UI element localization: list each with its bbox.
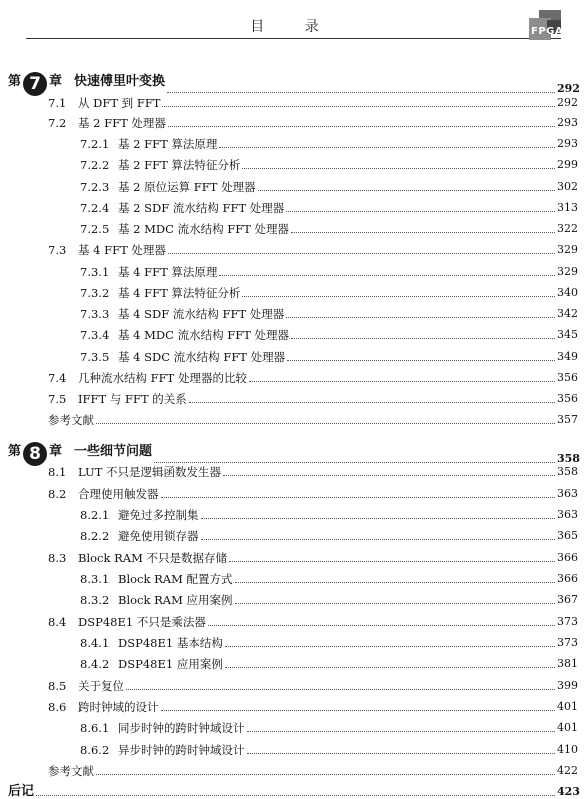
page-number: 401 xyxy=(557,721,578,734)
toc-entry-row[interactable] xyxy=(0,465,587,479)
dot-leader xyxy=(126,689,555,690)
toc-entry-row[interactable] xyxy=(0,657,587,671)
toc-entry-row[interactable] xyxy=(0,593,587,607)
dot-leader xyxy=(167,92,555,93)
chapter-prefix: 第 xyxy=(8,74,22,89)
page-number: 342 xyxy=(557,307,578,320)
toc-entry-row[interactable] xyxy=(0,551,587,565)
section-number: 7.3.2 xyxy=(80,286,110,300)
dot-leader xyxy=(161,710,556,711)
page-number: 292 xyxy=(557,96,578,109)
section-title: 基 4 FFT 算法特征分析 xyxy=(118,286,241,300)
toc-entry-row[interactable] xyxy=(0,328,587,342)
page-number: 365 xyxy=(557,529,578,542)
page-number: 358 xyxy=(557,465,578,478)
page-number: 373 xyxy=(557,615,578,628)
toc-entry-row[interactable] xyxy=(0,307,587,321)
toc-entry-row[interactable] xyxy=(0,116,587,130)
toc-entry-text xyxy=(80,180,256,194)
page-number: 345 xyxy=(557,328,578,341)
section-title: 避免过多控制集 xyxy=(118,508,199,522)
toc-entry-text xyxy=(8,785,34,799)
section-number: 8.3.2 xyxy=(80,593,110,607)
toc-entry-text xyxy=(48,764,94,778)
section-number: 8.1 xyxy=(48,465,67,479)
toc-entry-text xyxy=(80,158,240,172)
toc-entry-row[interactable] xyxy=(0,286,587,300)
section-title: LUT 不只是逻辑函数发生器 xyxy=(78,465,222,479)
toc-entry-text xyxy=(48,487,159,501)
dot-leader xyxy=(258,190,555,191)
section-title: 基 2 FFT 算法特征分析 xyxy=(118,158,241,172)
toc-entry-text xyxy=(80,328,289,342)
page-number: 313 xyxy=(557,201,578,214)
toc-entry-row[interactable] xyxy=(0,96,587,110)
section-title: 基 2 原位运算 FFT 处理器 xyxy=(118,180,256,194)
page-number: 401 xyxy=(557,700,578,713)
page-number: 366 xyxy=(557,551,578,564)
section-title: 基 2 FFT 算法原理 xyxy=(118,137,218,151)
toc-entry-row[interactable] xyxy=(0,636,587,650)
section-title: Block RAM 配置方式 xyxy=(118,572,233,586)
section-title: DSP48E1 不只是乘法器 xyxy=(78,615,206,629)
section-title: IFFT 与 FFT 的关系 xyxy=(78,392,187,406)
toc-entry-text xyxy=(80,636,223,650)
page-title: 目 录 xyxy=(250,19,337,35)
chapter-number-badge: 8 xyxy=(23,442,47,466)
section-number: 7.2.5 xyxy=(80,222,110,236)
section-number: 8.6.2 xyxy=(80,743,110,757)
section-number: 7.2.3 xyxy=(80,180,110,194)
dot-leader xyxy=(201,518,556,519)
section-number: 8.6.1 xyxy=(80,721,110,735)
toc-entry-row[interactable] xyxy=(0,392,587,406)
page-number: 373 xyxy=(557,636,578,649)
toc-entry-text xyxy=(48,392,187,406)
dot-leader xyxy=(286,317,555,318)
toc-entry-text xyxy=(48,243,166,257)
page-header xyxy=(0,0,587,46)
toc-entry-text xyxy=(48,371,247,385)
dot-leader xyxy=(162,106,555,107)
section-title: 基 2 FFT 处理器 xyxy=(78,116,166,130)
dot-leader xyxy=(161,497,556,498)
section-number: 8.2 xyxy=(48,487,67,501)
section-number: 8.3 xyxy=(48,551,67,565)
page-number: 367 xyxy=(557,593,578,606)
header-rule xyxy=(26,38,561,39)
dot-leader xyxy=(242,168,555,169)
section-title: 同步时钟的跨时钟域设计 xyxy=(118,721,245,735)
section-number: 7.2 xyxy=(48,116,67,130)
page-number: 292 xyxy=(557,82,580,95)
page-number: 349 xyxy=(557,350,578,363)
toc-entry-text xyxy=(8,442,152,466)
toc-entry-text xyxy=(80,721,245,735)
toc-entry-text xyxy=(80,529,199,543)
dot-leader xyxy=(208,625,555,626)
toc-entry-row[interactable] xyxy=(0,508,587,522)
section-title: DSP48E1 基本结构 xyxy=(118,636,223,650)
dot-leader xyxy=(96,423,555,424)
section-title: Block RAM 不只是数据存储 xyxy=(78,551,228,565)
toc-entry-text xyxy=(80,350,285,364)
logo-text: FPGA xyxy=(531,26,564,37)
page-number: 422 xyxy=(557,764,578,777)
chapter-suffix: 章 xyxy=(49,444,63,459)
chapter-title: 一些细节问题 xyxy=(74,444,153,459)
fpga-logo xyxy=(521,10,565,44)
dot-leader xyxy=(96,774,555,775)
section-number: 7.2.1 xyxy=(80,137,110,151)
toc-entry-row[interactable] xyxy=(0,180,587,194)
toc-entry-row[interactable] xyxy=(0,413,587,427)
toc-entry-row[interactable] xyxy=(0,201,587,215)
toc-entry-text xyxy=(48,615,206,629)
section-title: 参考文献 xyxy=(48,764,94,778)
dot-leader xyxy=(286,211,555,212)
dot-leader xyxy=(219,147,555,148)
toc-entry-row[interactable] xyxy=(0,265,587,279)
toc-entry-text xyxy=(48,96,160,110)
toc-entry-row[interactable] xyxy=(0,158,587,172)
section-title: 跨时钟域的设计 xyxy=(78,700,159,714)
section-title: 从 DFT 到 FFT xyxy=(78,96,161,110)
dot-leader xyxy=(168,126,555,127)
section-number: 8.6 xyxy=(48,700,67,714)
toc-entry-text xyxy=(48,700,159,714)
page-number: 410 xyxy=(557,743,578,756)
chapter-title: 快速傅里叶变换 xyxy=(74,74,166,89)
section-title: 基 4 MDC 流水结构 FFT 处理器 xyxy=(118,328,290,342)
dot-leader xyxy=(235,582,555,583)
toc-entry-text xyxy=(48,465,221,479)
section-number: 7.3.3 xyxy=(80,307,110,321)
dot-leader xyxy=(154,462,555,463)
page-number: 329 xyxy=(557,265,578,278)
page-number: 356 xyxy=(557,371,578,384)
section-title: 参考文献 xyxy=(48,413,94,427)
dot-leader xyxy=(249,381,555,382)
chapter-number-badge: 7 xyxy=(23,72,47,96)
page-number: 358 xyxy=(557,452,580,465)
section-number: 8.4 xyxy=(48,615,67,629)
section-number: 7.3.5 xyxy=(80,350,110,364)
chapter-suffix: 章 xyxy=(49,74,63,89)
toc-entry-row[interactable] xyxy=(0,487,587,501)
toc-entry-row[interactable] xyxy=(0,222,587,236)
toc-entry-text xyxy=(80,572,233,586)
toc-entry-text xyxy=(80,593,233,607)
page-number: 293 xyxy=(557,116,578,129)
section-number: 7.2.4 xyxy=(80,201,110,215)
toc-entry-text xyxy=(48,116,166,130)
section-number: 8.2.1 xyxy=(80,508,110,522)
dot-leader xyxy=(229,561,555,562)
section-number: 7.4 xyxy=(48,371,67,385)
section-number: 8.5 xyxy=(48,679,67,693)
section-number: 7.5 xyxy=(48,392,67,406)
toc-entry-row[interactable] xyxy=(0,615,587,629)
page-number: 423 xyxy=(557,785,580,798)
toc-entry-row[interactable] xyxy=(0,371,587,385)
toc-chapter-row[interactable] xyxy=(0,72,587,96)
dot-leader xyxy=(189,402,555,403)
dot-leader xyxy=(291,338,555,339)
toc-entry-row[interactable] xyxy=(0,743,587,757)
section-title: Block RAM 应用案例 xyxy=(118,593,233,607)
page-number: 356 xyxy=(557,392,578,405)
toc-entry-row[interactable] xyxy=(0,679,587,693)
toc-entry-row[interactable] xyxy=(0,350,587,364)
dot-leader xyxy=(219,275,555,276)
dot-leader xyxy=(168,253,555,254)
section-number: 7.2.2 xyxy=(80,158,110,172)
page-number: 293 xyxy=(557,137,578,150)
dot-leader xyxy=(291,232,555,233)
toc-entry-text xyxy=(80,307,284,321)
section-number: 7.1 xyxy=(48,96,67,110)
page-number: 299 xyxy=(557,158,578,171)
toc-chapter-row[interactable] xyxy=(0,785,587,799)
chapter-prefix: 第 xyxy=(8,444,22,459)
section-title: 基 4 SDC 流水结构 FFT 处理器 xyxy=(118,350,286,364)
section-number: 7.3 xyxy=(48,243,67,257)
toc-entry-text xyxy=(8,72,165,96)
toc-entry-row[interactable] xyxy=(0,764,587,778)
toc-entry-row[interactable] xyxy=(0,529,587,543)
section-title: 基 4 SDF 流水结构 FFT 处理器 xyxy=(118,307,285,321)
toc-entry-text xyxy=(80,137,217,151)
toc-entry-row[interactable] xyxy=(0,572,587,586)
page-number: 363 xyxy=(557,508,578,521)
dot-leader xyxy=(223,475,555,476)
section-title: 几种流水结构 FFT 处理器的比较 xyxy=(78,371,247,385)
toc-entry-text xyxy=(80,265,217,279)
toc-entry-row[interactable] xyxy=(0,721,587,735)
section-number: 8.2.2 xyxy=(80,529,110,543)
toc-entry-row[interactable] xyxy=(0,700,587,714)
toc-entry-text xyxy=(48,679,124,693)
toc-entry-text xyxy=(48,551,227,565)
dot-leader xyxy=(36,795,555,796)
toc-entry-text xyxy=(80,508,199,522)
section-title: 基 2 SDF 流水结构 FFT 处理器 xyxy=(118,201,285,215)
section-title: 异步时钟的跨时钟域设计 xyxy=(118,743,245,757)
dot-leader xyxy=(225,646,555,647)
toc-entry-text xyxy=(80,657,223,671)
dot-leader xyxy=(225,667,555,668)
page-number: 340 xyxy=(557,286,578,299)
page-number: 322 xyxy=(557,222,578,235)
section-title: 基 4 FFT 处理器 xyxy=(78,243,166,257)
toc-chapter-row[interactable] xyxy=(0,442,587,466)
page-number: 357 xyxy=(557,413,578,426)
toc-entry-text xyxy=(80,743,245,757)
page-number: 302 xyxy=(557,180,578,193)
section-number: 8.4.1 xyxy=(80,636,110,650)
section-title: 关于复位 xyxy=(78,679,124,693)
section-number: 7.3.1 xyxy=(80,265,110,279)
page-number: 363 xyxy=(557,487,578,500)
toc-entry-text xyxy=(80,201,284,215)
toc-entry-row[interactable] xyxy=(0,137,587,151)
page-number: 381 xyxy=(557,657,578,670)
chapter-title: 后记 xyxy=(8,784,35,799)
toc-entry-text xyxy=(80,222,289,236)
dot-leader xyxy=(242,296,555,297)
section-number: 8.4.2 xyxy=(80,657,110,671)
dot-leader xyxy=(235,603,555,604)
section-number: 7.3.4 xyxy=(80,328,110,342)
dot-leader xyxy=(247,753,556,754)
dot-leader xyxy=(247,731,556,732)
toc-entry-text xyxy=(80,286,240,300)
section-title: 基 4 FFT 算法原理 xyxy=(118,265,218,279)
section-number: 8.3.1 xyxy=(80,572,110,586)
toc-entry-text xyxy=(48,413,94,427)
page-number: 399 xyxy=(557,679,578,692)
dot-leader xyxy=(201,539,556,540)
page-number: 329 xyxy=(557,243,578,256)
page-number: 366 xyxy=(557,572,578,585)
section-title: 合理使用触发器 xyxy=(78,487,159,501)
toc-entry-row[interactable] xyxy=(0,243,587,257)
section-title: 基 2 MDC 流水结构 FFT 处理器 xyxy=(118,222,290,236)
section-title: DSP48E1 应用案例 xyxy=(118,657,223,671)
section-title: 避免使用锁存器 xyxy=(118,529,199,543)
dot-leader xyxy=(287,360,555,361)
